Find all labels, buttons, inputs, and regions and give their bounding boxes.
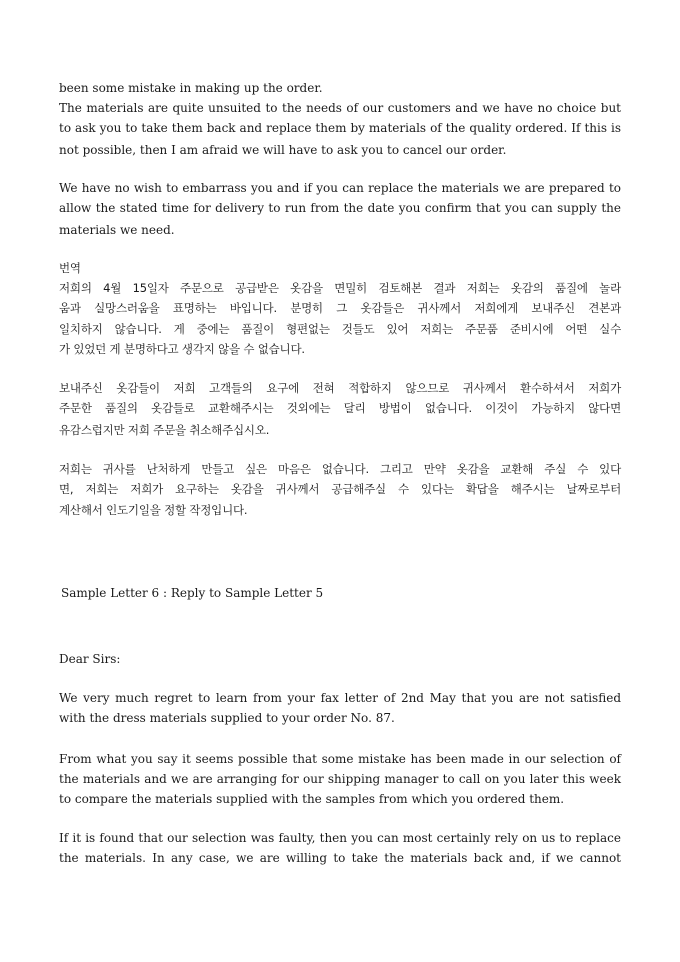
text-line: 주문한 품질의 옷감들로 교환해주시는 것외에는 달리 방법이 없습니다. 이것이 가능하지 않다면 xyxy=(59,401,621,415)
translation-heading: 번역 xyxy=(59,261,81,275)
salutation: Dear Sirs: xyxy=(59,652,121,666)
text-line: 움과 실망스러움을 표명하는 바입니다. 분명히 그 옷감들은 귀사께서 저희에게 보내주신 견본과 xyxy=(59,301,621,315)
text-line: 유감스럽지만 저희 주문을 취소해주십시오. xyxy=(59,423,270,437)
text-line: 저희는 귀사를 난처하게 만들고 싶은 마음은 없습니다. 그리고 만약 옷감을 교환해 주실 수 있다 xyxy=(59,462,621,476)
text-line: materials we need. xyxy=(59,223,175,237)
text-line: with the dress materials supplied to your order No. 87. xyxy=(59,711,395,725)
text-line: 계산해서 인도기일을 정할 작정입니다. xyxy=(59,503,248,517)
text-line: the materials. In any case, we are willing to take the materials back and, if we cannot xyxy=(59,851,621,865)
text-line: If it is found that our selection was faulty, then you can most certainly rely on us to replace xyxy=(59,831,621,845)
text-line: From what you say it seems possible that some mistake has been made in our selection of xyxy=(59,752,621,766)
text-line: 저희의 4월 15일자 주문으로 공급받은 옷감을 면밀히 검토해본 결과 저희는 옷감의 품질에 놀라 xyxy=(59,281,621,295)
text-line: The materials are quite unsuited to the needs of our customers and we have no choice but xyxy=(59,101,621,115)
sample-letter-title: Sample Letter 6 : Reply to Sample Letter 5 xyxy=(61,586,324,600)
text-line: We have no wish to embarrass you and if you can replace the materials we are prepared to xyxy=(59,181,621,195)
text-line: 일치하지 않습니다. 게 중에는 품질이 형편없는 것들도 있어 저희는 주문품 준비시에 어떤 실수 xyxy=(59,322,621,336)
text-line: We very much regret to learn from your fax letter of 2nd May that you are not satisfied xyxy=(59,691,621,705)
text-line: not possible, then I am afraid we will have to ask you to cancel our order. xyxy=(59,143,507,157)
text-line: 면, 저희는 저희가 요구하는 옷감을 귀사께서 공급해주실 수 있다는 확답을 해주시는 날짜로부터 xyxy=(59,482,621,496)
text-line: allow the stated time for delivery to run from the date you confirm that you can supply the xyxy=(59,201,621,215)
text-line: the materials and we are arranging for our shipping manager to call on you later this week xyxy=(59,772,621,786)
text-line: 보내주신 옷감들이 저희 고객들의 요구에 전혀 적합하지 않으므로 귀사께서 환수하셔서 저희가 xyxy=(59,381,621,395)
text-line: to ask you to take them back and replace them by materials of the quality ordered. If this is xyxy=(59,121,621,135)
text-line: been some mistake in making up the order. xyxy=(59,81,323,95)
text-line: 가 있었던 게 분명하다고 생각지 않을 수 없습니다. xyxy=(59,342,305,356)
text-line: to compare the materials supplied with the samples from which you ordered them. xyxy=(59,792,565,806)
